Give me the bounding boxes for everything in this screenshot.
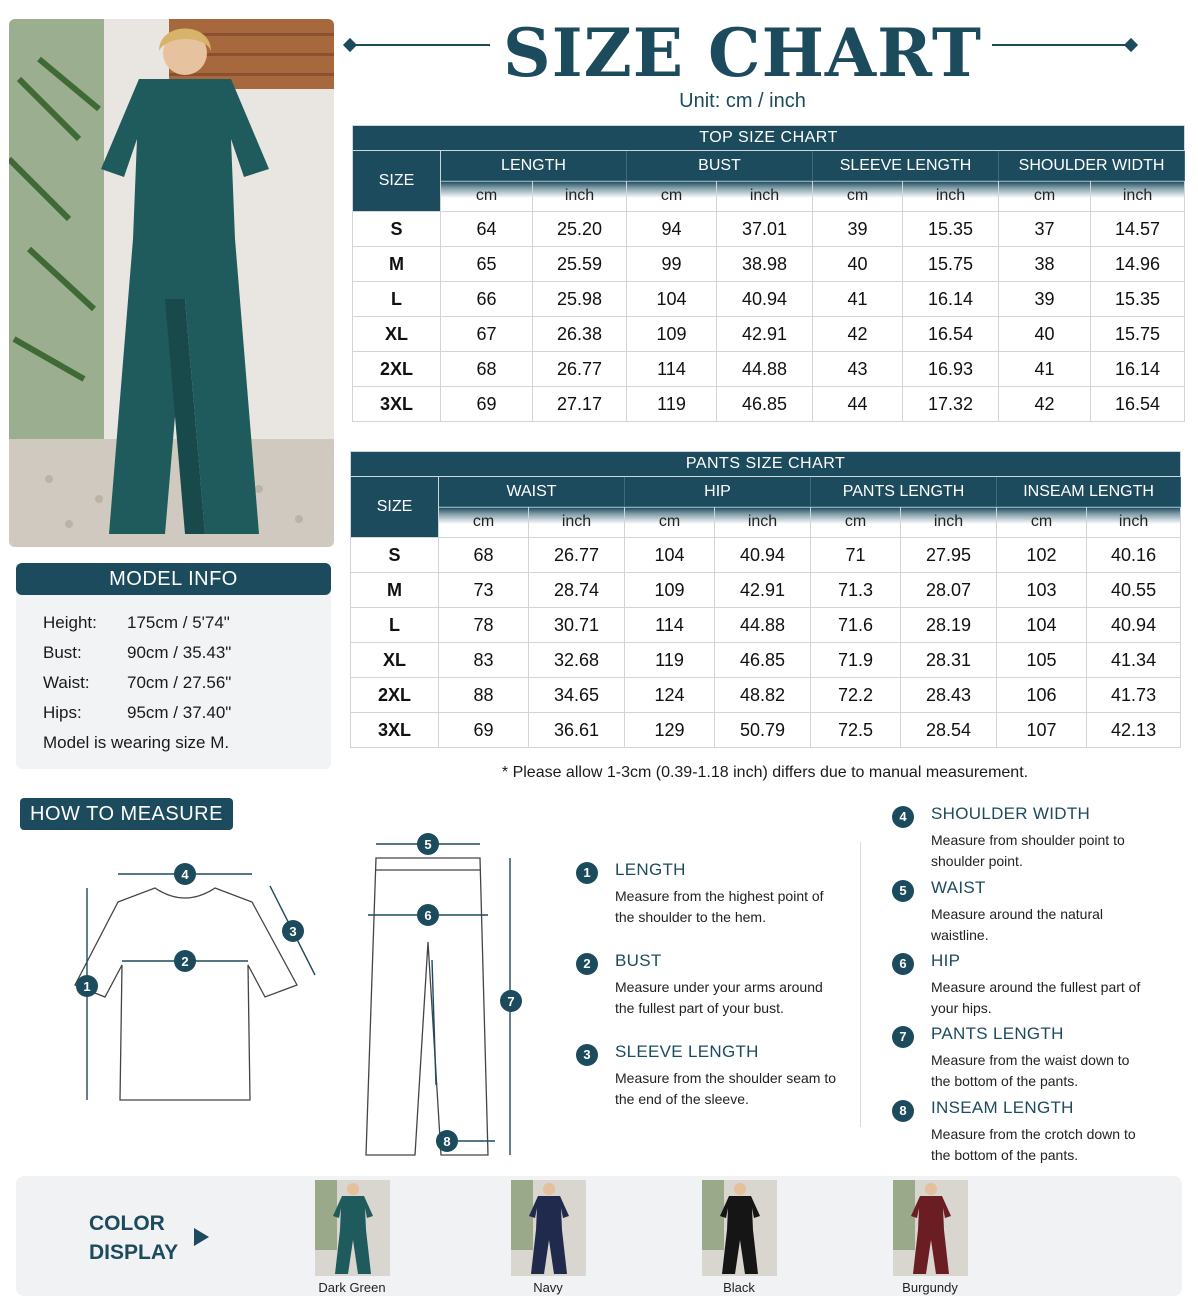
table-cell: 71	[811, 538, 901, 573]
top-size-table	[352, 125, 1185, 422]
unit-header: inch	[715, 507, 811, 538]
table-cell: 28.31	[901, 643, 997, 678]
model-photo	[9, 19, 334, 547]
table-cell: 37	[999, 212, 1091, 247]
color-swatch-black[interactable]	[702, 1180, 777, 1276]
table-cell: 28.19	[901, 608, 997, 643]
table-cell: 30.71	[529, 608, 625, 643]
table-cell: 27.17	[533, 387, 627, 422]
table-cell: 94	[627, 212, 717, 247]
legend-title: BUST	[615, 951, 662, 970]
table-cell: 129	[625, 713, 715, 748]
legend-description: Measure from the waist down to the bottom of the pants.	[931, 1052, 1130, 1089]
unit-header: cm	[999, 181, 1091, 212]
table-cell: 73	[439, 573, 529, 608]
page-title: SIZE CHART	[503, 14, 982, 92]
unit-header: cm	[813, 181, 903, 212]
table-row	[353, 212, 1185, 247]
table-cell: 16.93	[903, 352, 999, 387]
color-display-label	[89, 1209, 189, 1267]
svg-text:7: 7	[507, 994, 515, 1009]
legend-title: PANTS LENGTH	[931, 1024, 1064, 1043]
legend-description: Measure around the natural waistline.	[931, 906, 1103, 943]
size-cell: S	[351, 538, 439, 573]
pants-table-body	[351, 538, 1181, 748]
table-cell: 27.95	[901, 538, 997, 573]
unit-header: cm	[627, 181, 717, 212]
table-cell: 46.85	[715, 643, 811, 678]
legend-title: INSEAM LENGTH	[931, 1098, 1074, 1117]
color-name: Burgundy	[902, 1280, 958, 1295]
measurement-note: * Please allow 1-3cm (0.39-1.18 inch) differs due to manual measurement.	[501, 764, 1029, 781]
table-cell: 28.43	[901, 678, 997, 713]
table-cell: 109	[625, 573, 715, 608]
size-cell: L	[351, 608, 439, 643]
table-cell: 71.9	[811, 643, 901, 678]
table-cell: 44	[813, 387, 903, 422]
table-cell: 44.88	[715, 608, 811, 643]
table-cell: 32.68	[529, 643, 625, 678]
unit-header: inch	[1091, 181, 1185, 212]
table-cell: 46.85	[717, 387, 813, 422]
table-row	[353, 247, 1185, 282]
model-info-row	[43, 613, 230, 633]
table-cell: 40	[999, 317, 1091, 352]
table-cell: 25.98	[533, 282, 627, 317]
unit-header: inch	[529, 507, 625, 538]
table-cell: 64	[441, 212, 533, 247]
color-display-label-line1: COLOR	[89, 1212, 165, 1235]
table-row	[353, 317, 1185, 352]
legend-number: 6	[892, 953, 914, 975]
table-cell: 42.91	[717, 317, 813, 352]
svg-text:6: 6	[424, 908, 432, 923]
table-cell: 102	[997, 538, 1087, 573]
table-cell: 44.88	[717, 352, 813, 387]
color-swatch-dark-green[interactable]	[315, 1180, 390, 1276]
how-to-measure-heading: HOW TO MEASURE	[20, 798, 233, 830]
model-info-key: Waist:	[43, 673, 90, 692]
table-cell: 15.35	[1091, 282, 1185, 317]
table-cell: 119	[625, 643, 715, 678]
table-cell: 68	[441, 352, 533, 387]
group-header: SHOULDER WIDTH	[999, 151, 1185, 181]
color-display-label-line2: DISPLAY	[89, 1241, 179, 1264]
title-area	[345, 12, 1140, 112]
size-cell: 3XL	[353, 387, 441, 422]
table-cell: 69	[441, 387, 533, 422]
table-cell: 15.35	[903, 212, 999, 247]
table-cell: 88	[439, 678, 529, 713]
table-cell: 119	[627, 387, 717, 422]
legend-number: 1	[576, 862, 598, 884]
table-cell: 28.74	[529, 573, 625, 608]
model-info-key: Height:	[43, 613, 97, 632]
svg-text:5: 5	[424, 837, 432, 852]
table-cell: 16.54	[903, 317, 999, 352]
group-header: LENGTH	[441, 151, 627, 181]
table-row	[353, 352, 1185, 387]
legend-title: SLEEVE LENGTH	[615, 1042, 759, 1061]
model-info-row	[43, 673, 231, 693]
table-cell: 26.77	[529, 538, 625, 573]
table-cell: 66	[441, 282, 533, 317]
table-cell: 42	[999, 387, 1091, 422]
table-cell: 16.54	[1091, 387, 1185, 422]
table-cell: 43	[813, 352, 903, 387]
group-header: HIP	[625, 477, 811, 507]
size-header: SIZE	[353, 151, 441, 212]
legend-description: Measure from shoulder point to shoulder point.	[931, 832, 1125, 869]
model-info-row	[43, 703, 231, 723]
table-cell: 25.20	[533, 212, 627, 247]
table-cell: 114	[627, 352, 717, 387]
model-info-heading: MODEL INFO	[16, 563, 331, 595]
diagram-markers	[76, 833, 522, 1152]
table-cell: 40.94	[1087, 608, 1181, 643]
unit-header: cm	[439, 507, 529, 538]
unit-header: cm	[997, 507, 1087, 538]
size-cell: XL	[353, 317, 441, 352]
table-cell: 41	[999, 352, 1091, 387]
table-cell: 40	[813, 247, 903, 282]
legend-description: Measure around the fullest part of your hips.	[931, 979, 1141, 1016]
size-cell: 3XL	[351, 713, 439, 748]
table-row	[351, 643, 1181, 678]
svg-text:4: 4	[181, 867, 189, 882]
table-cell: 40.16	[1087, 538, 1181, 573]
table-cell: 14.57	[1091, 212, 1185, 247]
pants-measure-lines	[368, 844, 510, 1155]
table-cell: 15.75	[903, 247, 999, 282]
table-cell: 99	[627, 247, 717, 282]
table-cell: 38.98	[717, 247, 813, 282]
unit-header: inch	[717, 181, 813, 212]
measure-diagram	[60, 830, 530, 1165]
table-cell: 15.75	[1091, 317, 1185, 352]
table-cell: 26.38	[533, 317, 627, 352]
group-header: PANTS LENGTH	[811, 477, 997, 507]
table-row	[351, 538, 1181, 573]
table-cell: 104	[627, 282, 717, 317]
table-cell: 48.82	[715, 678, 811, 713]
legend-description: Measure from the crotch down to the bottom of the pants.	[931, 1126, 1136, 1163]
legend-number: 5	[892, 880, 914, 902]
top-table-caption: TOP SIZE CHART	[353, 126, 1185, 151]
legend-number: 7	[892, 1026, 914, 1048]
table-cell: 71.3	[811, 573, 901, 608]
table-cell: 42.13	[1087, 713, 1181, 748]
top-table-body	[353, 212, 1185, 422]
unit-label: Unit: cm / inch	[679, 90, 806, 112]
model-wearing-size: Model is wearing size M.	[43, 733, 230, 752]
table-row	[351, 678, 1181, 713]
legend-title: LENGTH	[615, 860, 686, 879]
table-cell: 14.96	[1091, 247, 1185, 282]
table-cell: 67	[441, 317, 533, 352]
table-row	[351, 573, 1181, 608]
table-row	[353, 282, 1185, 317]
svg-text:2: 2	[181, 954, 189, 969]
svg-text:8: 8	[443, 1134, 451, 1149]
table-cell: 16.14	[903, 282, 999, 317]
group-header: INSEAM LENGTH	[997, 477, 1181, 507]
table-cell: 50.79	[715, 713, 811, 748]
color-name: Dark Green	[318, 1280, 386, 1295]
table-cell: 68	[439, 538, 529, 573]
unit-header: inch	[533, 181, 627, 212]
legend-number: 3	[576, 1044, 598, 1066]
model-info-value: 70cm / 27.56"	[127, 673, 232, 692]
table-cell: 42.91	[715, 573, 811, 608]
size-cell: 2XL	[351, 678, 439, 713]
table-cell: 78	[439, 608, 529, 643]
table-cell: 65	[441, 247, 533, 282]
table-cell: 28.07	[901, 573, 997, 608]
size-cell: M	[353, 247, 441, 282]
table-cell: 105	[997, 643, 1087, 678]
group-header: BUST	[627, 151, 813, 181]
color-swatch-navy[interactable]	[511, 1180, 586, 1276]
table-cell: 16.14	[1091, 352, 1185, 387]
table-cell: 103	[997, 573, 1087, 608]
top-garment-outline	[75, 888, 297, 1100]
model-info-value: 175cm / 5'74"	[127, 613, 230, 632]
table-cell: 40.94	[717, 282, 813, 317]
table-cell: 26.77	[533, 352, 627, 387]
size-header: SIZE	[351, 477, 439, 538]
table-cell: 42	[813, 317, 903, 352]
color-name: Navy	[533, 1280, 563, 1295]
table-cell: 40.55	[1087, 573, 1181, 608]
legend-title: WAIST	[931, 878, 986, 897]
size-cell: XL	[351, 643, 439, 678]
table-cell: 39	[813, 212, 903, 247]
table-cell: 40.94	[715, 538, 811, 573]
table-cell: 72.5	[811, 713, 901, 748]
table-cell: 114	[625, 608, 715, 643]
table-cell: 107	[997, 713, 1087, 748]
unit-header: inch	[903, 181, 999, 212]
table-row	[351, 713, 1181, 748]
table-cell: 36.61	[529, 713, 625, 748]
unit-header: cm	[625, 507, 715, 538]
pants-size-table	[350, 451, 1181, 748]
table-cell: 38	[999, 247, 1091, 282]
unit-header: inch	[901, 507, 997, 538]
model-info-row	[43, 643, 231, 663]
group-header: WAIST	[439, 477, 625, 507]
legend-divider	[860, 842, 861, 1127]
table-cell: 41	[813, 282, 903, 317]
table-cell: 72.2	[811, 678, 901, 713]
unit-header: cm	[811, 507, 901, 538]
model-info-card	[16, 563, 331, 769]
legend-number: 4	[892, 806, 914, 828]
table-cell: 69	[439, 713, 529, 748]
legend-title: SHOULDER WIDTH	[931, 804, 1091, 823]
size-cell: S	[353, 212, 441, 247]
size-cell: M	[351, 573, 439, 608]
title-rule-right	[992, 44, 1132, 46]
table-cell: 25.59	[533, 247, 627, 282]
play-arrow-icon	[194, 1228, 209, 1246]
pants-table-caption: PANTS SIZE CHART	[351, 452, 1181, 477]
unit-header: inch	[1087, 507, 1181, 538]
color-display-panel	[16, 1176, 1182, 1296]
model-info-key: Hips:	[43, 703, 82, 722]
table-cell: 34.65	[529, 678, 625, 713]
legend-description: Measure from the shoulder seam to the end of the sleeve.	[615, 1070, 836, 1107]
table-cell: 28.54	[901, 713, 997, 748]
model-info-value: 95cm / 37.40"	[127, 703, 232, 722]
table-cell: 109	[627, 317, 717, 352]
legend-description: Measure from the highest point of the shoulder to the hem.	[615, 888, 824, 925]
size-cell: 2XL	[353, 352, 441, 387]
legend-number: 8	[892, 1100, 914, 1122]
legend-description: Measure under your arms around the fullest part of your bust.	[615, 979, 823, 1016]
table-cell: 124	[625, 678, 715, 713]
model-info-value: 90cm / 35.43"	[127, 643, 232, 662]
color-name: Black	[723, 1280, 755, 1295]
table-cell: 71.6	[811, 608, 901, 643]
table-cell: 39	[999, 282, 1091, 317]
table-cell: 37.01	[717, 212, 813, 247]
table-cell: 104	[997, 608, 1087, 643]
table-cell: 17.32	[903, 387, 999, 422]
legend-title: HIP	[931, 951, 961, 970]
table-row	[353, 387, 1185, 422]
size-cell: L	[353, 282, 441, 317]
svg-text:1: 1	[83, 979, 91, 994]
table-cell: 106	[997, 678, 1087, 713]
svg-text:3: 3	[289, 924, 297, 939]
legend-number: 2	[576, 953, 598, 975]
color-swatch-burgundy[interactable]	[893, 1180, 968, 1276]
group-header: SLEEVE LENGTH	[813, 151, 999, 181]
table-cell: 104	[625, 538, 715, 573]
pants-outline	[366, 858, 488, 1155]
table-cell: 83	[439, 643, 529, 678]
unit-header: cm	[441, 181, 533, 212]
table-cell: 41.73	[1087, 678, 1181, 713]
model-info-key: Bust:	[43, 643, 82, 662]
table-cell: 41.34	[1087, 643, 1181, 678]
table-row	[351, 608, 1181, 643]
